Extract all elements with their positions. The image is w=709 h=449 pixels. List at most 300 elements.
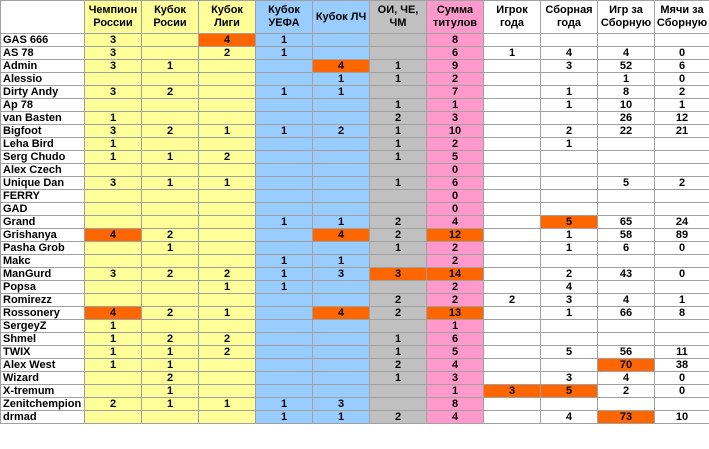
table-cell [484, 333, 541, 346]
table-cell: 3 [85, 177, 142, 190]
table-cell [484, 34, 541, 47]
table-cell [85, 294, 142, 307]
table-cell [199, 385, 256, 398]
table-cell [313, 359, 370, 372]
table-cell: 1 [85, 138, 142, 151]
table-cell [313, 177, 370, 190]
table-row [1, 255, 709, 268]
table-cell: 1 [85, 151, 142, 164]
table-cell [199, 359, 256, 372]
table-cell: 10 [598, 99, 655, 112]
table-cell: 1 [142, 177, 199, 190]
table-row [1, 242, 709, 255]
table-cell: 4 [427, 359, 484, 372]
table-cell [142, 34, 199, 47]
table-cell: 3 [85, 268, 142, 281]
table-cell [370, 320, 427, 333]
table-cell: 8 [427, 34, 484, 47]
player-name: AS 78 [1, 47, 85, 60]
header-champions-league: Кубок ЛЧ [313, 1, 370, 34]
table-cell: 1 [313, 73, 370, 86]
table-cell: 1 [370, 73, 427, 86]
table-cell [313, 294, 370, 307]
table-cell [199, 60, 256, 73]
table-row [1, 411, 709, 424]
header-national-goals: Мячи за Сборную [655, 1, 709, 34]
table-cell: 2 [598, 385, 655, 398]
table-cell [313, 99, 370, 112]
table-cell [655, 151, 709, 164]
table-cell: 13 [427, 307, 484, 320]
table-cell [85, 203, 142, 216]
table-cell [484, 229, 541, 242]
table-cell: 6 [427, 177, 484, 190]
table-cell: 4 [313, 60, 370, 73]
table-cell: 4 [598, 294, 655, 307]
table-cell: 3 [370, 268, 427, 281]
table-cell [142, 216, 199, 229]
table-row [1, 203, 709, 216]
table-cell [541, 112, 598, 125]
table-cell: 5 [598, 177, 655, 190]
player-name: Unique Dan [1, 177, 85, 190]
table-cell [313, 203, 370, 216]
table-cell: 1 [370, 151, 427, 164]
player-name: FERRY [1, 190, 85, 203]
table-cell: 1 [256, 86, 313, 99]
table-cell [256, 60, 313, 73]
table-cell: 3 [313, 268, 370, 281]
table-cell: 6 [427, 333, 484, 346]
table-cell: 1 [541, 307, 598, 320]
table-cell: 2 [427, 73, 484, 86]
table-cell: 9 [427, 60, 484, 73]
table-cell [541, 333, 598, 346]
table-row [1, 47, 709, 60]
table-cell [370, 203, 427, 216]
table-cell [484, 177, 541, 190]
table-cell: 2 [370, 359, 427, 372]
table-cell: 2 [85, 398, 142, 411]
table-cell: 2 [370, 307, 427, 320]
header-uefa-cup: Кубок УЕФА [256, 1, 313, 34]
table-cell: 1 [313, 255, 370, 268]
table-cell [484, 359, 541, 372]
table-cell [142, 320, 199, 333]
table-cell [199, 138, 256, 151]
table-row [1, 164, 709, 177]
table-cell: 2 [541, 268, 598, 281]
player-name: Dirty Andy [1, 86, 85, 99]
table-cell: 2 [199, 151, 256, 164]
table-cell [256, 372, 313, 385]
table-cell [256, 138, 313, 151]
table-cell [85, 255, 142, 268]
table-cell: 4 [85, 229, 142, 242]
table-cell [541, 320, 598, 333]
table-cell: 0 [427, 203, 484, 216]
table-cell [598, 320, 655, 333]
table-cell [655, 320, 709, 333]
table-cell: 1 [370, 372, 427, 385]
table-cell: 0 [655, 372, 709, 385]
table-cell [142, 112, 199, 125]
table-cell [313, 320, 370, 333]
table-cell [541, 177, 598, 190]
table-cell: 8 [655, 307, 709, 320]
table-cell [484, 216, 541, 229]
table-cell [256, 320, 313, 333]
table-cell: 3 [85, 86, 142, 99]
table-cell: 1 [313, 411, 370, 424]
table-cell: 5 [427, 151, 484, 164]
table-cell [484, 242, 541, 255]
player-name: Popsa [1, 281, 85, 294]
table-cell [199, 255, 256, 268]
table-cell [142, 190, 199, 203]
table-row [1, 73, 709, 86]
table-cell: 21 [655, 125, 709, 138]
table-cell: 1 [199, 177, 256, 190]
table-cell [199, 229, 256, 242]
table-cell [142, 73, 199, 86]
table-cell: 2 [142, 372, 199, 385]
table-cell [199, 242, 256, 255]
table-cell [256, 346, 313, 359]
table-row [1, 307, 709, 320]
table-cell [313, 281, 370, 294]
table-cell: 4 [313, 229, 370, 242]
table-cell: 52 [598, 60, 655, 73]
table-cell [541, 164, 598, 177]
table-cell: 6 [655, 60, 709, 73]
table-cell [85, 411, 142, 424]
table-cell [484, 203, 541, 216]
table-cell [484, 398, 541, 411]
player-name: Bigfoot [1, 125, 85, 138]
table-cell [598, 190, 655, 203]
table-cell: 0 [655, 385, 709, 398]
table-cell: 2 [427, 138, 484, 151]
table-cell: 1 [427, 385, 484, 398]
table-cell [85, 385, 142, 398]
table-cell [85, 216, 142, 229]
table-cell: 2 [199, 268, 256, 281]
table-cell: 3 [85, 47, 142, 60]
table-cell [370, 47, 427, 60]
table-cell: 2 [142, 268, 199, 281]
table-cell: 2 [370, 294, 427, 307]
header-total-titles: Сумма титулов [427, 1, 484, 34]
table-row [1, 112, 709, 125]
table-cell [142, 255, 199, 268]
table-cell: 5 [541, 216, 598, 229]
table-cell: 1 [199, 398, 256, 411]
table-cell [256, 177, 313, 190]
table-cell: 0 [427, 190, 484, 203]
table-cell: 1 [541, 86, 598, 99]
player-name: SergeyZ [1, 320, 85, 333]
table-cell: 4 [199, 34, 256, 47]
table-cell [142, 138, 199, 151]
table-cell [256, 151, 313, 164]
table-cell: 1 [655, 294, 709, 307]
table-cell [655, 281, 709, 294]
table-cell: 1 [598, 73, 655, 86]
table-cell [85, 164, 142, 177]
table-cell [370, 398, 427, 411]
table-cell [142, 281, 199, 294]
table-cell: 1 [142, 385, 199, 398]
table-cell [484, 151, 541, 164]
table-cell: 1 [256, 398, 313, 411]
table-cell [484, 255, 541, 268]
table-cell: 1 [85, 112, 142, 125]
header-national-caps: Игр за Сборную [598, 1, 655, 34]
table-cell: 1 [541, 242, 598, 255]
table-cell [256, 242, 313, 255]
table-cell: 8 [598, 86, 655, 99]
table-cell: 8 [427, 398, 484, 411]
table-cell: 1 [199, 281, 256, 294]
table-cell: 14 [427, 268, 484, 281]
table-cell [541, 34, 598, 47]
header-team-of-year: Сборная года [541, 1, 598, 34]
table-cell: 24 [655, 216, 709, 229]
table-cell [370, 34, 427, 47]
table-cell: 4 [541, 47, 598, 60]
table-cell [85, 242, 142, 255]
table-cell: 1 [370, 60, 427, 73]
table-cell [655, 190, 709, 203]
header-russia-champion: Чемпион России [85, 1, 142, 34]
table-cell [655, 203, 709, 216]
table-cell [484, 112, 541, 125]
table-row [1, 99, 709, 112]
table-cell: 2 [142, 229, 199, 242]
player-name: Rossonery [1, 307, 85, 320]
table-cell [541, 398, 598, 411]
header-oi-che-chm: ОИ, ЧЕ, ЧМ [370, 1, 427, 34]
table-cell [655, 164, 709, 177]
table-cell: 38 [655, 359, 709, 372]
table-cell [598, 164, 655, 177]
table-cell: 2 [313, 125, 370, 138]
table-cell [256, 307, 313, 320]
table-cell: 2 [199, 333, 256, 346]
table-cell: 3 [427, 112, 484, 125]
table-cell [142, 411, 199, 424]
table-cell: 2 [142, 307, 199, 320]
table-row [1, 346, 709, 359]
table-cell: 2 [655, 86, 709, 99]
table-cell: 1 [142, 151, 199, 164]
table-cell: 1 [427, 320, 484, 333]
table-cell: 1 [313, 216, 370, 229]
table-cell [256, 112, 313, 125]
table-cell: 0 [655, 47, 709, 60]
table-cell: 1 [541, 99, 598, 112]
table-row [1, 34, 709, 47]
player-name: van Basten [1, 112, 85, 125]
table-cell [313, 372, 370, 385]
table-cell [370, 281, 427, 294]
table-cell: 4 [85, 307, 142, 320]
table-cell: 66 [598, 307, 655, 320]
table-row [1, 125, 709, 138]
table-cell [598, 398, 655, 411]
table-cell [199, 216, 256, 229]
table-cell: 2 [427, 255, 484, 268]
table-cell: 3 [85, 60, 142, 73]
table-cell [370, 385, 427, 398]
table-cell: 1 [256, 255, 313, 268]
table-cell: 1 [85, 346, 142, 359]
player-name: TWIX [1, 346, 85, 359]
player-name: X-tremum [1, 385, 85, 398]
table-cell: 12 [427, 229, 484, 242]
table-cell [598, 151, 655, 164]
table-cell [541, 151, 598, 164]
table-cell: 1 [256, 268, 313, 281]
table-cell [541, 255, 598, 268]
table-cell: 3 [85, 34, 142, 47]
table-cell: 73 [598, 411, 655, 424]
table-cell: 1 [484, 47, 541, 60]
table-cell [313, 242, 370, 255]
header-row [1, 1, 709, 34]
table-cell: 4 [313, 307, 370, 320]
table-cell: 4 [541, 281, 598, 294]
table-row [1, 372, 709, 385]
table-cell [256, 294, 313, 307]
table-cell [256, 73, 313, 86]
table-row [1, 294, 709, 307]
header-player-of-year: Игрок года [484, 1, 541, 34]
table-cell [541, 203, 598, 216]
table-cell [598, 138, 655, 151]
table-cell: 2 [142, 333, 199, 346]
player-name: Grishanya [1, 229, 85, 242]
table-cell: 12 [655, 112, 709, 125]
table-cell: 1 [256, 47, 313, 60]
table-cell: 1 [142, 398, 199, 411]
table-cell [142, 294, 199, 307]
table-cell [484, 268, 541, 281]
table-cell: 1 [142, 346, 199, 359]
table-cell: 0 [655, 73, 709, 86]
player-name: Admin [1, 60, 85, 73]
table-cell [256, 359, 313, 372]
table-cell: 7 [427, 86, 484, 99]
player-name: Grand [1, 216, 85, 229]
header-name [1, 1, 85, 34]
table-cell [655, 333, 709, 346]
table-cell: 11 [655, 346, 709, 359]
table-cell: 4 [427, 216, 484, 229]
table-cell [313, 151, 370, 164]
table-cell: 1 [85, 320, 142, 333]
table-cell [199, 112, 256, 125]
table-cell: 1 [370, 177, 427, 190]
table-cell [256, 203, 313, 216]
table-cell: 3 [427, 372, 484, 385]
table-cell [199, 372, 256, 385]
table-cell: 1 [541, 229, 598, 242]
table-cell [142, 164, 199, 177]
table-cell: 1 [199, 307, 256, 320]
table-cell [655, 34, 709, 47]
table-cell: 2 [484, 294, 541, 307]
table-row [1, 151, 709, 164]
table-row [1, 281, 709, 294]
table-row [1, 359, 709, 372]
table-cell: 4 [541, 411, 598, 424]
table-cell: 2 [199, 47, 256, 60]
table-cell [484, 86, 541, 99]
table-cell [313, 47, 370, 60]
table-cell [199, 164, 256, 177]
table-cell: 4 [598, 47, 655, 60]
table-cell [256, 333, 313, 346]
table-cell [199, 99, 256, 112]
table-cell [598, 281, 655, 294]
table-row [1, 86, 709, 99]
table-row [1, 138, 709, 151]
player-name: Pasha Grob [1, 242, 85, 255]
table-cell: 65 [598, 216, 655, 229]
table-cell [85, 190, 142, 203]
table-cell: 5 [541, 346, 598, 359]
table-cell [142, 203, 199, 216]
table-cell [484, 60, 541, 73]
table-cell [484, 372, 541, 385]
table-cell: 1 [370, 125, 427, 138]
table-row [1, 60, 709, 73]
table-cell [256, 99, 313, 112]
table-cell [598, 333, 655, 346]
table-cell [199, 190, 256, 203]
table-cell: 1 [142, 60, 199, 73]
table-cell [85, 73, 142, 86]
table-cell [85, 281, 142, 294]
table-cell: 3 [85, 125, 142, 138]
table-cell: 56 [598, 346, 655, 359]
player-name: Leha Bird [1, 138, 85, 151]
table-cell: 5 [541, 385, 598, 398]
table-cell: 58 [598, 229, 655, 242]
table-cell: 2 [370, 229, 427, 242]
table-row [1, 229, 709, 242]
table-cell: 1 [256, 34, 313, 47]
table-row [1, 398, 709, 411]
table-cell [199, 86, 256, 99]
table-cell: 2 [142, 125, 199, 138]
table-cell [484, 125, 541, 138]
player-name: Shmel [1, 333, 85, 346]
table-cell [598, 203, 655, 216]
player-name: Alex Czech [1, 164, 85, 177]
table-cell [541, 73, 598, 86]
table-row [1, 320, 709, 333]
table-cell: 22 [598, 125, 655, 138]
table-row [1, 177, 709, 190]
player-name: Ap 78 [1, 99, 85, 112]
table-cell: 1 [85, 333, 142, 346]
table-cell [484, 281, 541, 294]
player-name: GAD [1, 203, 85, 216]
table-cell [484, 320, 541, 333]
